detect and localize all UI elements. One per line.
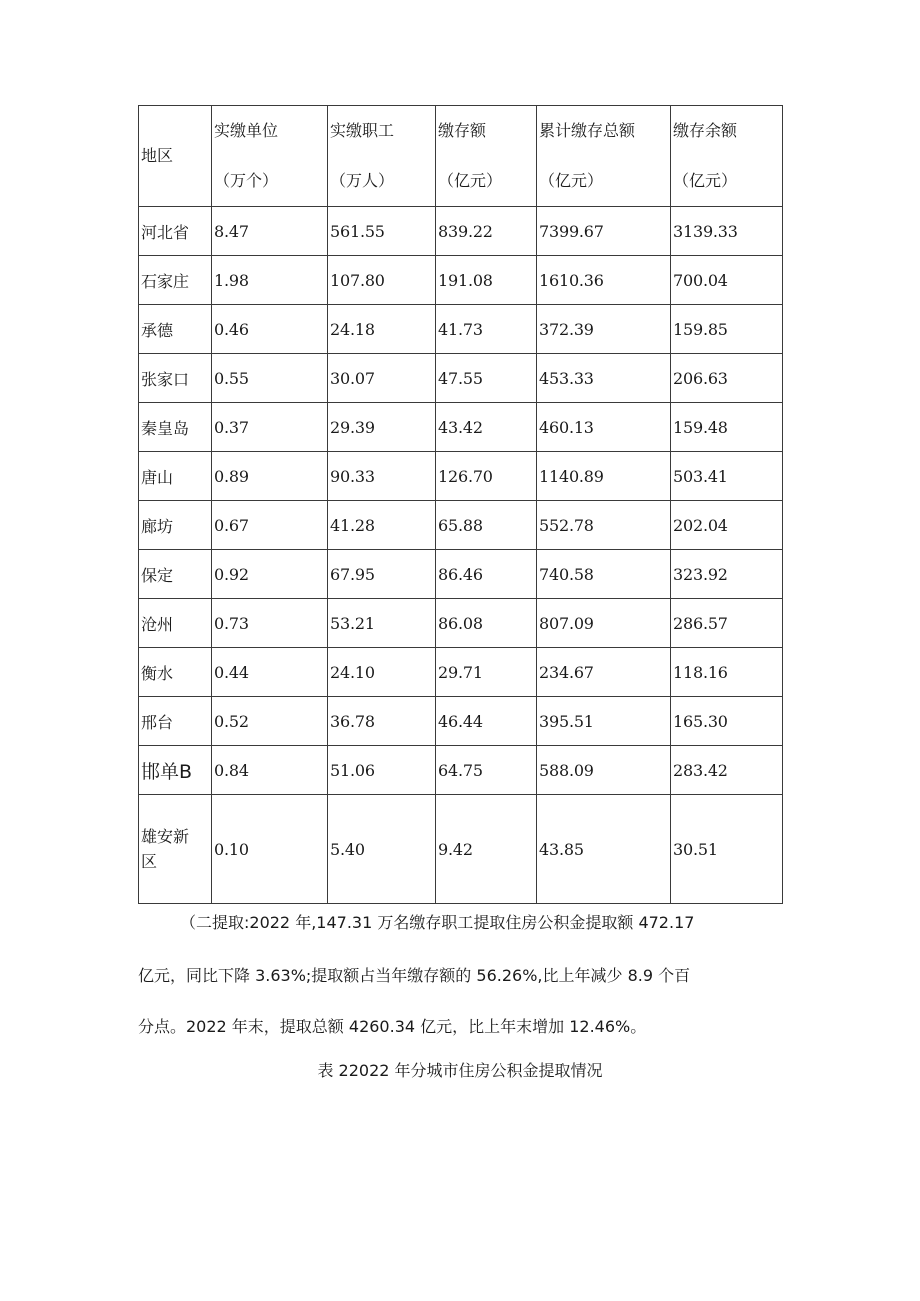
cell-cumulative: 234.67 bbox=[537, 648, 671, 697]
cell-units: 0.46 bbox=[212, 305, 328, 354]
cell-cumulative: 372.39 bbox=[537, 305, 671, 354]
cell-deposit: 46.44 bbox=[436, 697, 537, 746]
cell-region: 保定 bbox=[139, 550, 212, 599]
cell-employees: 41.28 bbox=[328, 501, 436, 550]
cell-employees: 29.39 bbox=[328, 403, 436, 452]
cell-region: 廊坊 bbox=[139, 501, 212, 550]
table-row bbox=[139, 697, 783, 746]
housing-fund-table bbox=[138, 105, 783, 904]
header-cumulative-label: 累计缴存总额 bbox=[539, 121, 636, 140]
cell-deposit: 9.42 bbox=[436, 795, 537, 904]
paragraph-withdrawal-line-1: （二提取:2022 年,147.31 万名缴存职工提取住房公积金提取额 472.17 bbox=[180, 913, 695, 932]
cell-deposit: 86.08 bbox=[436, 599, 537, 648]
cell-cumulative: 453.33 bbox=[537, 354, 671, 403]
cell-cumulative: 7399.67 bbox=[537, 207, 671, 256]
cell-region: 雄安新 区 bbox=[139, 795, 212, 904]
cell-balance: 165.30 bbox=[671, 697, 783, 746]
cell-balance: 118.16 bbox=[671, 648, 783, 697]
cell-balance: 202.04 bbox=[671, 501, 783, 550]
cell-deposit: 47.55 bbox=[436, 354, 537, 403]
table-row bbox=[139, 305, 783, 354]
cell-deposit: 86.46 bbox=[436, 550, 537, 599]
cell-deposit: 43.42 bbox=[436, 403, 537, 452]
cell-cumulative: 740.58 bbox=[537, 550, 671, 599]
cell-cumulative: 1610.36 bbox=[537, 256, 671, 305]
cell-balance: 159.85 bbox=[671, 305, 783, 354]
table-header-row bbox=[139, 106, 783, 207]
table-row bbox=[139, 256, 783, 305]
cell-deposit: 191.08 bbox=[436, 256, 537, 305]
cell-units: 0.73 bbox=[212, 599, 328, 648]
cell-units: 0.52 bbox=[212, 697, 328, 746]
table-row bbox=[139, 599, 783, 648]
cell-units: 0.92 bbox=[212, 550, 328, 599]
cell-units: 0.55 bbox=[212, 354, 328, 403]
cell-employees: 5.40 bbox=[328, 795, 436, 904]
table-row bbox=[139, 550, 783, 599]
cell-region: 秦皇岛 bbox=[139, 403, 212, 452]
cell-region: 邢台 bbox=[139, 697, 212, 746]
cell-cumulative: 552.78 bbox=[537, 501, 671, 550]
cell-employees: 90.33 bbox=[328, 452, 436, 501]
header-cumulative-unit: （亿元） bbox=[539, 171, 604, 190]
header-cumulative bbox=[537, 106, 671, 207]
cell-balance: 206.63 bbox=[671, 354, 783, 403]
cell-employees: 24.10 bbox=[328, 648, 436, 697]
paragraph-withdrawal-line-3: 分点。2022 年末，提取总额 4260.34 亿元，比上年末增加 12.46%。 bbox=[138, 1017, 647, 1036]
table-row bbox=[139, 403, 783, 452]
table-row bbox=[139, 354, 783, 403]
cell-cumulative: 43.85 bbox=[537, 795, 671, 904]
cell-units: 0.84 bbox=[212, 746, 328, 795]
header-employees bbox=[328, 106, 436, 207]
cell-balance: 159.48 bbox=[671, 403, 783, 452]
cell-balance: 3139.33 bbox=[671, 207, 783, 256]
cell-region: 张家口 bbox=[139, 354, 212, 403]
cell-deposit: 839.22 bbox=[436, 207, 537, 256]
table-row bbox=[139, 746, 783, 795]
cell-units: 0.10 bbox=[212, 795, 328, 904]
cell-employees: 36.78 bbox=[328, 697, 436, 746]
cell-balance: 323.92 bbox=[671, 550, 783, 599]
cell-units: 0.89 bbox=[212, 452, 328, 501]
cell-units: 0.37 bbox=[212, 403, 328, 452]
cell-employees: 67.95 bbox=[328, 550, 436, 599]
cell-region: 衡水 bbox=[139, 648, 212, 697]
cell-balance: 30.51 bbox=[671, 795, 783, 904]
cell-deposit: 64.75 bbox=[436, 746, 537, 795]
cell-units: 1.98 bbox=[212, 256, 328, 305]
table-row bbox=[139, 501, 783, 550]
cell-deposit: 41.73 bbox=[436, 305, 537, 354]
cell-region: 河北省 bbox=[139, 207, 212, 256]
cell-cumulative: 395.51 bbox=[537, 697, 671, 746]
header-balance-label: 缴存余额 bbox=[673, 121, 738, 140]
cell-units: 0.44 bbox=[212, 648, 328, 697]
header-employees-label: 实缴职工 bbox=[330, 121, 395, 140]
cell-region: 沧州 bbox=[139, 599, 212, 648]
cell-balance: 286.57 bbox=[671, 599, 783, 648]
cell-region: 承德 bbox=[139, 305, 212, 354]
table-row bbox=[139, 648, 783, 697]
table-row bbox=[139, 795, 783, 904]
cell-employees: 561.55 bbox=[328, 207, 436, 256]
cell-balance: 503.41 bbox=[671, 452, 783, 501]
header-region bbox=[139, 106, 212, 207]
cell-units: 0.67 bbox=[212, 501, 328, 550]
cell-cumulative: 460.13 bbox=[537, 403, 671, 452]
cell-employees: 107.80 bbox=[328, 256, 436, 305]
cell-region: 邯单B bbox=[139, 746, 212, 795]
table-row bbox=[139, 452, 783, 501]
cell-employees: 51.06 bbox=[328, 746, 436, 795]
header-deposit-unit: （亿元） bbox=[438, 171, 503, 190]
cell-cumulative: 1140.89 bbox=[537, 452, 671, 501]
cell-deposit: 126.70 bbox=[436, 452, 537, 501]
paragraph-withdrawal-line-2: 亿元，同比下降 3.63%;提取额占当年缴存额的 56.26%,比上年减少 8.9 个百 bbox=[138, 966, 691, 985]
cell-employees: 24.18 bbox=[328, 305, 436, 354]
cell-deposit: 29.71 bbox=[436, 648, 537, 697]
cell-region: 石家庄 bbox=[139, 256, 212, 305]
header-deposit bbox=[436, 106, 537, 207]
cell-employees: 30.07 bbox=[328, 354, 436, 403]
table-caption: 表 22022 年分城市住房公积金提取情况 bbox=[317, 1061, 603, 1080]
cell-employees: 53.21 bbox=[328, 599, 436, 648]
cell-balance: 283.42 bbox=[671, 746, 783, 795]
header-units-label: 实缴单位 bbox=[214, 121, 279, 140]
header-units-unit: （万个） bbox=[214, 171, 279, 190]
cell-balance: 700.04 bbox=[671, 256, 783, 305]
header-units bbox=[212, 106, 328, 207]
cell-cumulative: 588.09 bbox=[537, 746, 671, 795]
table-row bbox=[139, 207, 783, 256]
header-employees-unit: （万人） bbox=[330, 171, 395, 190]
cell-units: 8.47 bbox=[212, 207, 328, 256]
cell-region: 唐山 bbox=[139, 452, 212, 501]
header-balance-unit: （亿元） bbox=[673, 171, 738, 190]
cell-deposit: 65.88 bbox=[436, 501, 537, 550]
cell-cumulative: 807.09 bbox=[537, 599, 671, 648]
header-region-label: 地区 bbox=[141, 146, 174, 165]
header-balance bbox=[671, 106, 783, 207]
header-deposit-label: 缴存额 bbox=[438, 121, 487, 140]
